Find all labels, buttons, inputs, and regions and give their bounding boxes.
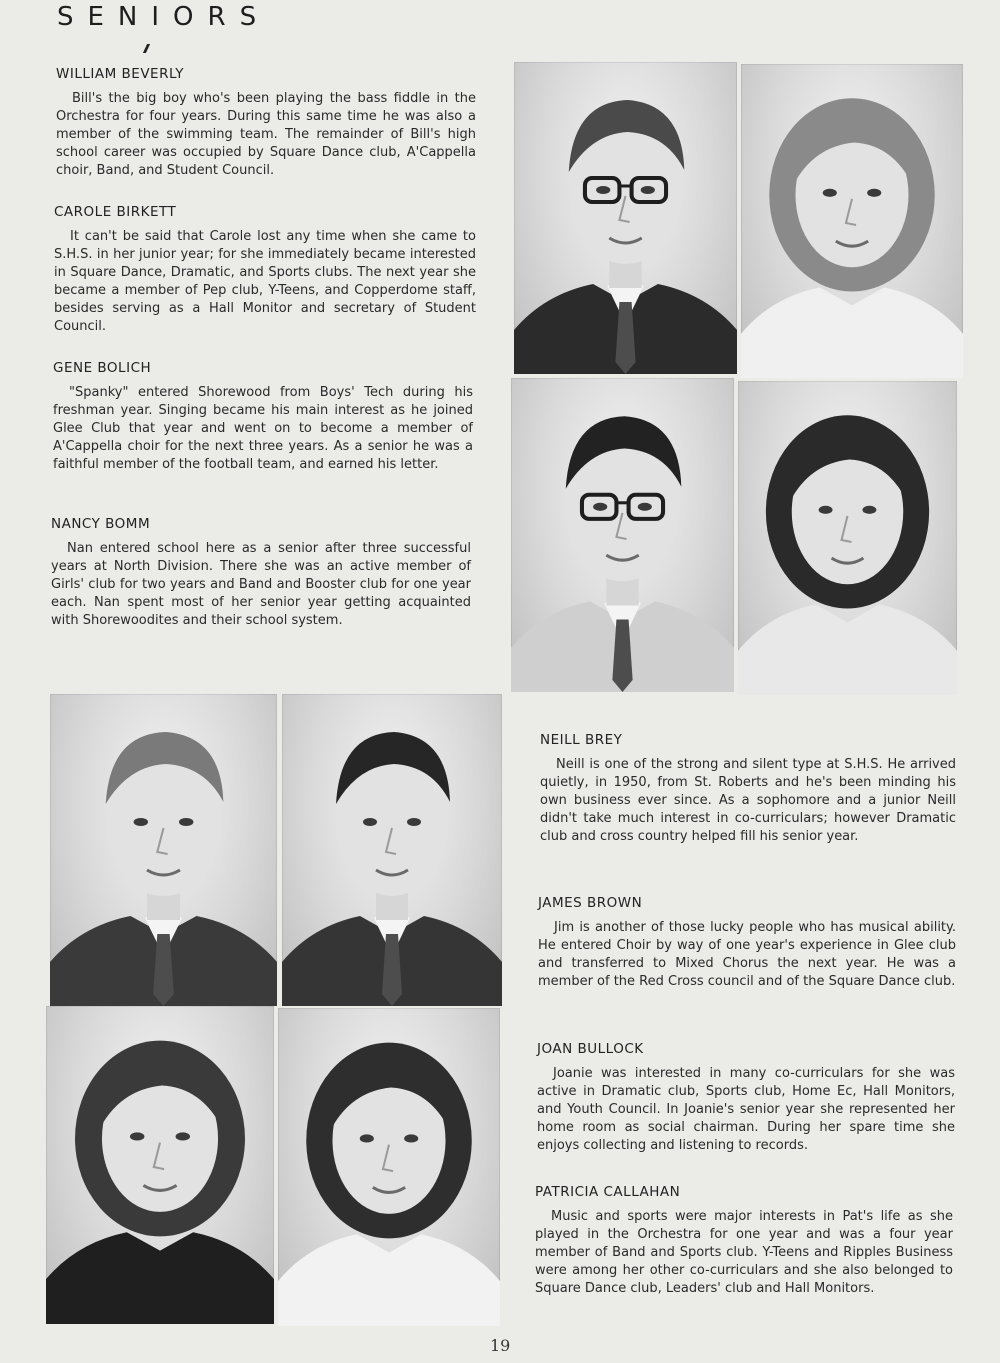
bio-neill-brey	[540, 732, 956, 846]
eye	[363, 818, 377, 826]
bio-text: It can't be said that Carole lost any time when she came to S.H.S. in her junior year; for she immediately became interested in Square Dance, Dramatic, and Sports clubs. The next year she became a member of Pep club, Y-Teens, and Copperdome staff, besides serving as a Hall Monitor and secretary of Student Council.	[54, 229, 476, 334]
clothing	[738, 604, 957, 695]
bio-name: NEILL BREY	[540, 732, 623, 748]
eye	[134, 818, 148, 826]
bio-text: Nan entered school here as a senior after three successful years at North Division. There she was an active member of Girls' club for two years and Band and Booster club for one year each. Nan spent most of her senior year getting acquainted with Shorewoodites and their school system.	[51, 541, 471, 628]
eye	[130, 1132, 145, 1140]
portrait-photo	[282, 694, 502, 1006]
eye	[596, 186, 610, 194]
bio-carole-birkett	[54, 204, 476, 336]
clothing	[278, 1234, 500, 1326]
portrait-figure	[278, 1008, 500, 1326]
portrait-photo	[738, 381, 957, 695]
eye	[862, 506, 876, 514]
bio-joan-bullock	[537, 1041, 955, 1155]
bio-text: Neill is one of the strong and silent type at S.H.S. He arrived quietly, in 1950, from St. Roberts and he's been minding his own business ever since. As a sophomore and a junior Neill didn't take much interest in co-curriculars; however Dramatic club and cross country helped fill his senior year.	[540, 757, 956, 844]
bio-text: Jim is another of those lucky people who has musical ability. He entered Choir by way of one year's experience in Glee club and transferred to Mixed Chorus the next year. He was a member of the Red Cross council and of the Square Dance club.	[538, 920, 956, 989]
eye	[867, 189, 881, 197]
bio-nancy-bomm	[51, 516, 471, 630]
portrait-figure	[511, 378, 734, 692]
clothing	[46, 1232, 274, 1324]
clothing	[741, 287, 963, 378]
eye	[407, 818, 421, 826]
portrait-photo	[278, 1008, 500, 1326]
eye	[641, 186, 655, 194]
portrait-figure	[282, 694, 502, 1006]
bio-text: "Spanky" entered Shorewood from Boys' Tech during his freshman year. Singing became his main interest as he joined Glee Club that year and went on to become a member of A'Cappella choir for the next three years. As a senior he was a faithful member of the football team, and earned his letter.	[53, 385, 473, 472]
bio-name: JAMES BROWN	[538, 895, 643, 911]
page-number: 19	[490, 1336, 511, 1355]
eye	[404, 1134, 418, 1142]
eye	[176, 1132, 191, 1140]
bio-text: Bill's the big boy who's been playing the bass fiddle in the Orchestra for four years. During this same time he was also a member of the swimming team. The remainder of Bill's high school career was occupied by Square Dance club, A'Cappella choir, Band, and Student Council.	[56, 91, 476, 178]
bio-patricia-callahan	[535, 1184, 953, 1298]
bio-name: PATRICIA CALLAHAN	[535, 1184, 681, 1200]
eye	[360, 1134, 374, 1142]
portrait-figure	[738, 381, 957, 695]
bio-name: NANCY BOMM	[51, 516, 151, 532]
bio-gene-bolich	[53, 360, 473, 474]
portrait-photo	[514, 62, 737, 374]
bio-text: Joanie was interested in many co-curriculars for she was active in Dramatic club, Sports club, Home Ec, Hall Monitors, and Youth Council. In Joanie's senior year she represented her home room as social chairman. During her spare time she enjoys collecting and listening to records.	[537, 1066, 955, 1153]
eye	[823, 189, 837, 197]
portrait-figure	[514, 62, 737, 374]
portrait-photo	[50, 694, 277, 1006]
portrait-figure	[46, 1006, 274, 1324]
bio-text: Music and sports were major interests in Pat's life as she played in the Orchestra for one year and was a four year member of Band and Sports club. Y-Teens and Ripples Business were among her other co-curriculars and she also belonged to Square Dance club, Leaders' club and Hall Monitors.	[535, 1209, 953, 1296]
portrait-figure	[741, 64, 963, 378]
eye	[179, 818, 193, 826]
portrait-photo	[741, 64, 963, 378]
bio-james-brown	[538, 895, 956, 991]
ink-mark	[143, 44, 150, 53]
portrait-photo	[46, 1006, 274, 1324]
eye	[593, 503, 607, 511]
bio-name: GENE BOLICH	[53, 360, 152, 376]
page-title: SENIORS	[57, 2, 271, 32]
eye	[638, 503, 652, 511]
bio-name: WILLIAM BEVERLY	[56, 66, 184, 82]
eye	[819, 506, 833, 514]
bio-name: JOAN BULLOCK	[537, 1041, 644, 1057]
portrait-figure	[50, 694, 277, 1006]
bio-name: CAROLE BIRKETT	[54, 204, 177, 220]
portrait-photo	[511, 378, 734, 692]
bio-william-beverly	[56, 66, 476, 180]
